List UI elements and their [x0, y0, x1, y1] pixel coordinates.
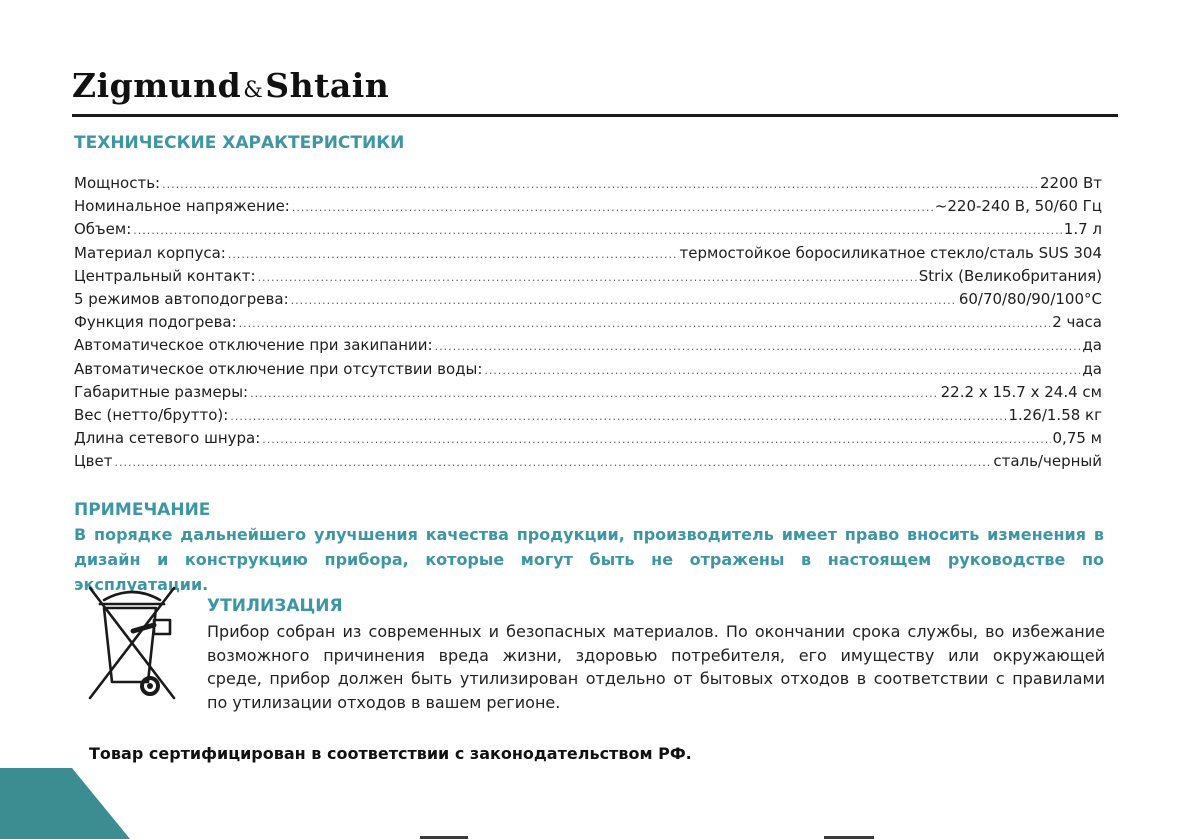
spec-row	[74, 406, 1102, 429]
spec-leader-dots	[230, 410, 1006, 423]
note-line: В порядке дальнейшего улучшения качества продукции, производитель имеет право вносить изменения в	[74, 525, 1104, 544]
spec-row	[74, 452, 1102, 475]
spec-row	[74, 197, 1102, 220]
page-corner-decoration	[0, 768, 130, 839]
spec-leader-dots	[162, 178, 1038, 191]
disposal-text	[207, 620, 1105, 714]
disposal-line: по утилизации отходов в вашем регионе.	[207, 692, 561, 712]
spec-row	[74, 429, 1102, 452]
spec-value: 1.7 л	[1063, 220, 1102, 239]
note-title: ПРИМЕЧАНИЕ	[74, 500, 211, 520]
spec-value: 22.2 х 15.7 х 24.4 см	[940, 382, 1102, 401]
spec-row	[74, 290, 1102, 313]
brand-name-left: Zigmund	[72, 66, 242, 105]
note-line: дизайн и конструкцию прибора, которые могут быть не отражены в настоящем руководстве по эксплуатации.	[74, 550, 1104, 594]
disposal-line: среде, прибор должен быть утилизирован отдельно от бытовых отходов в соответствии с правилами	[207, 669, 1105, 688]
spec-label: Номинальное напряжение:	[74, 197, 290, 216]
spec-leader-dots	[114, 456, 991, 469]
spec-value: да	[1082, 359, 1102, 378]
header-divider	[72, 114, 1118, 117]
spec-label: Автоматическое отключение при отсутствии воды:	[74, 359, 483, 378]
spec-row	[74, 336, 1102, 359]
spec-leader-dots	[228, 248, 678, 261]
disposal-line: Прибор собран из современных и безопасных материалов. По окончании срока службы, во избежание	[207, 622, 1105, 641]
spec-leader-dots	[484, 364, 1080, 377]
brand-logo	[72, 66, 389, 105]
spec-label: Функция подогрева:	[74, 313, 237, 332]
specs-list	[74, 174, 1102, 475]
brand-name-right: Shtain	[265, 66, 390, 105]
spec-label: Вес (нетто/брутто):	[74, 405, 229, 424]
spec-leader-dots	[239, 317, 1051, 330]
spec-row	[74, 220, 1102, 243]
spec-label: Длина сетевого шнура:	[74, 429, 261, 448]
note-text	[74, 522, 1104, 597]
spec-row	[74, 267, 1102, 290]
spec-row	[74, 313, 1102, 336]
spec-row	[74, 174, 1102, 197]
spec-leader-dots	[435, 340, 1081, 353]
disposal-line: возможного причинения вреда жизни, здоровью потребителя, его имуществу или окружающей	[207, 645, 1105, 665]
spec-leader-dots	[292, 201, 933, 214]
specs-title: ТЕХНИЧЕСКИЕ ХАРАКТЕРИСТИКИ	[74, 133, 405, 153]
spec-label: Цвет	[74, 452, 113, 471]
spec-value: да	[1082, 336, 1102, 355]
spec-leader-dots	[250, 387, 939, 400]
disposal-title: УТИЛИЗАЦИЯ	[207, 596, 343, 616]
spec-row	[74, 360, 1102, 383]
spec-label: 5 режимов автоподогрева:	[74, 289, 289, 308]
spec-label: Центральный контакт:	[74, 266, 256, 285]
spec-label: Габаритные размеры:	[74, 382, 249, 401]
spec-label: Автоматическое отключение при закипании:	[74, 336, 433, 355]
spec-leader-dots	[258, 271, 917, 284]
spec-leader-dots	[262, 433, 1050, 446]
certification-text: Товар сертифицирован в соответствии с законодательством РФ.	[89, 744, 692, 763]
spec-row	[74, 383, 1102, 406]
spec-label: Объем:	[74, 220, 132, 239]
spec-value: 2 часа	[1052, 313, 1102, 332]
spec-value: 2200 Вт	[1040, 174, 1102, 192]
spec-value: термостойкое боросиликатное стекло/сталь SUS 304	[679, 243, 1102, 262]
spec-label: Мощность:	[74, 174, 161, 192]
spec-leader-dots	[133, 224, 1062, 237]
spec-value: 60/70/80/90/100°С	[958, 289, 1102, 308]
spec-value: ~220-240 В, 50/60 Гц	[934, 197, 1102, 216]
brand-ampersand: &	[243, 78, 264, 103]
spec-value: сталь/черный	[993, 452, 1102, 471]
spec-value: 1.26/1.58 кг	[1008, 405, 1102, 424]
crossed-out-wheelie-bin-icon	[86, 586, 178, 704]
spec-value: 0,75 м	[1052, 429, 1102, 448]
spec-label: Материал корпуса:	[74, 243, 226, 262]
spec-leader-dots	[291, 294, 957, 307]
spec-row	[74, 244, 1102, 267]
spec-value: Strix (Великобритания)	[918, 266, 1102, 285]
